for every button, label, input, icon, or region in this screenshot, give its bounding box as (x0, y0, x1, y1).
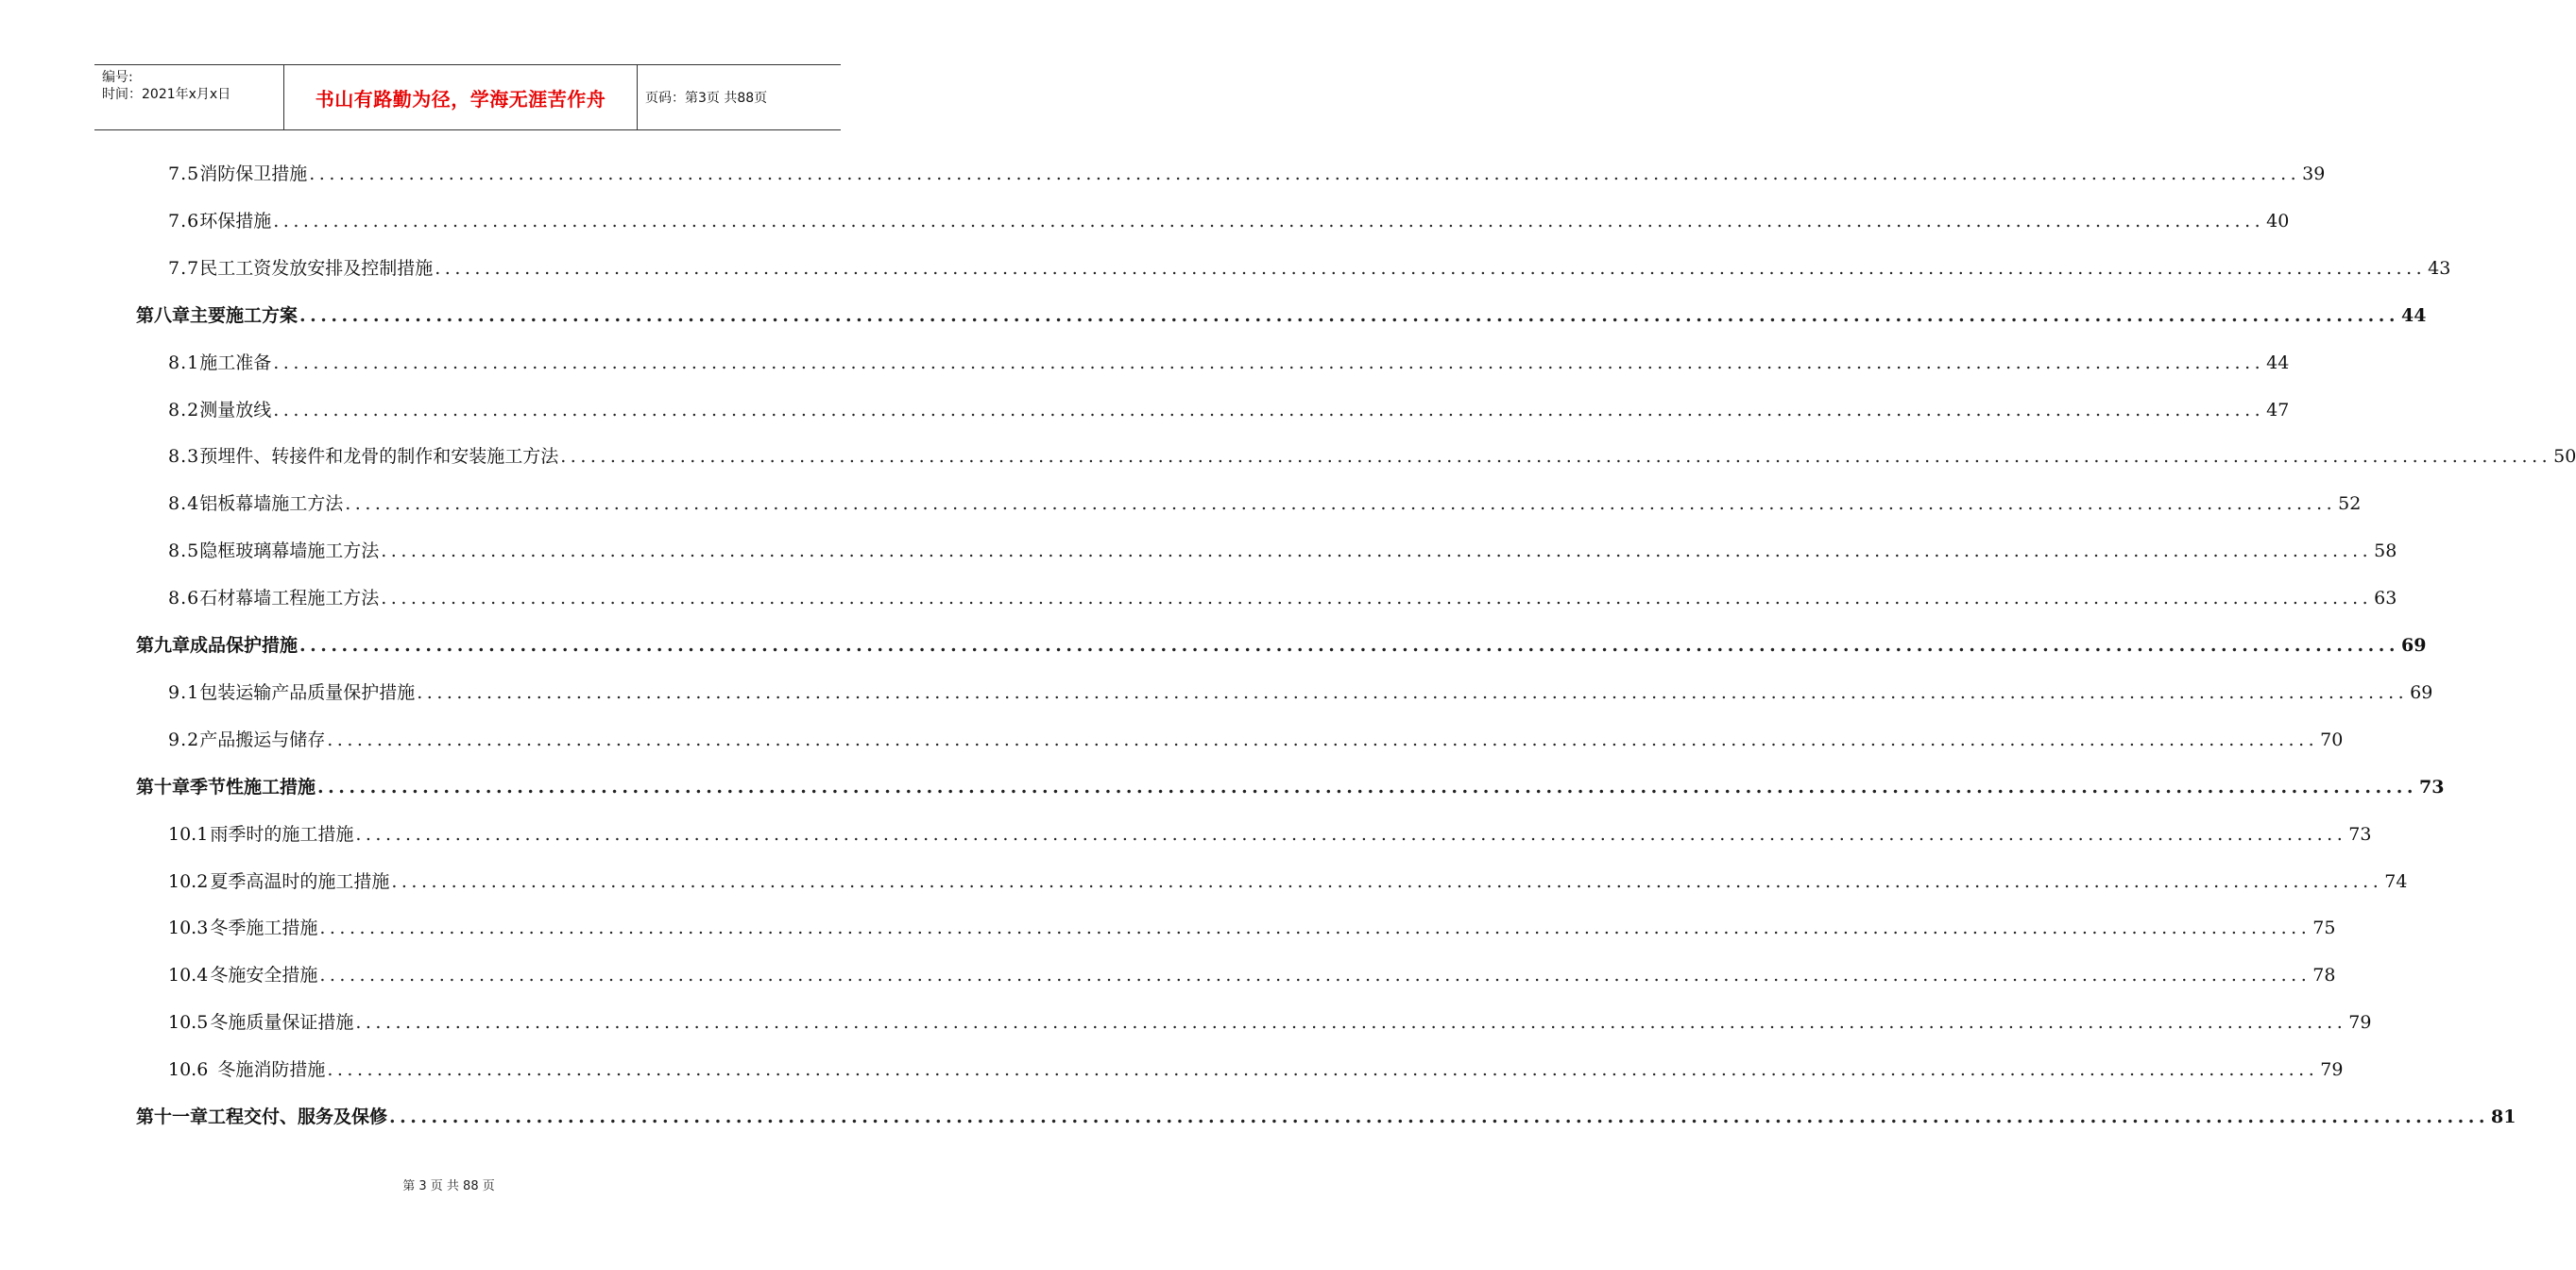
toc-entry-title: 隐框玻璃幕墙施工方法 (199, 541, 380, 562)
toc-entry-page: 44 (2400, 304, 2427, 326)
toc-entry-number: 10.4 (168, 965, 209, 987)
toc-entry-number: 8.1 (168, 352, 200, 373)
toc-section-entry[interactable] (168, 489, 2362, 518)
toc-leader-dots: ........................................................................................................................................................................................................ (391, 870, 2383, 892)
toc-chapter-entry[interactable] (136, 301, 2427, 330)
toc-section-entry[interactable] (168, 207, 2290, 235)
toc-entry-title: 铝板幕墙施工方法 (199, 493, 344, 515)
toc-leader-dots: ........................................................................................................................................................................................................ (327, 1059, 2319, 1081)
page-footer: 第 3 页 共 88 页 (402, 1179, 495, 1193)
toc-leader-dots: ........................................................................................................................................................................................................ (381, 588, 2373, 609)
toc-entry-title: 工程交付、服务及保修 (208, 1107, 388, 1127)
page-header (94, 64, 841, 130)
toc-entry-number: 10.6 (168, 1059, 209, 1081)
toc-entry-page: 40 (2266, 210, 2290, 232)
time-label: 时间：2021年x月x日 (102, 87, 231, 102)
toc-leader-dots: ........................................................................................................................................................................................................ (560, 446, 2552, 468)
toc-section-entry[interactable] (168, 537, 2397, 565)
toc-entry-title: 包装运输产品质量保护措施 (199, 681, 416, 703)
toc-entry-page: 69 (2400, 635, 2427, 656)
toc-entry-number: 9.1 (168, 681, 200, 703)
toc-entry-title: 石材幕墙工程施工方法 (199, 588, 380, 609)
toc-entry-title: 冬施消防措施 (217, 1059, 326, 1081)
toc-entry-number: 8.6 (168, 588, 200, 609)
toc-chapter-entry[interactable] (136, 631, 2427, 660)
toc-leader-dots: ........................................................................................................................................................................................................ (309, 163, 2301, 184)
toc-section-entry[interactable] (168, 726, 2344, 754)
toc-entry-number: 9.2 (168, 729, 200, 750)
toc-entry-page: 70 (2320, 729, 2344, 750)
toc-entry-page: 43 (2428, 257, 2451, 279)
toc-entry-title: 夏季高温时的施工措施 (210, 870, 390, 892)
toc-leader-dots: ........................................................................................................................................................................................................ (435, 257, 2427, 279)
toc-entry-title: 消防保卫措施 (199, 163, 308, 184)
toc-entry-page: 69 (2410, 681, 2433, 703)
toc-entry-page: 73 (2418, 776, 2445, 798)
toc-section-entry[interactable] (168, 820, 2372, 849)
toc-section-entry[interactable] (168, 442, 2576, 471)
toc-entry-number: 10.1 (168, 823, 209, 845)
toc-entry-number: 8.4 (168, 493, 200, 515)
code-label: 编号: (102, 70, 133, 85)
toc-leader-dots: ........................................................................................................................................................................................................ (273, 352, 2265, 373)
toc-section-entry[interactable] (168, 349, 2290, 377)
toc-entry-title: 民工工资发放安排及控制措施 (199, 257, 434, 279)
toc-section-entry[interactable] (168, 1008, 2372, 1037)
toc-section-entry[interactable] (168, 396, 2290, 424)
toc-entry-title: 施工准备 (199, 352, 272, 373)
toc-entry-number: 10.5 (168, 1012, 209, 1034)
toc-entry-page: 78 (2312, 965, 2336, 987)
toc-entry-page: 74 (2384, 870, 2408, 892)
toc-section-entry[interactable] (168, 584, 2397, 612)
toc-entry-number: 第十章 (136, 776, 191, 798)
toc-leader-dots: ........................................................................................................................................................................................................ (381, 541, 2373, 562)
toc-leader-dots: ........................................................................................................................................................................................................ (355, 823, 2347, 845)
toc-section-entry[interactable] (168, 160, 2326, 188)
toc-entry-number: 第十一章 (136, 1107, 209, 1127)
toc-entry-page: 81 (2490, 1107, 2516, 1127)
header-motto: 书山有路勤为径，学海无涯苦作舟 (284, 65, 638, 129)
toc-entry-page: 47 (2266, 399, 2290, 420)
toc-entry-title: 冬施质量保证措施 (210, 1012, 354, 1034)
toc-entry-page: 52 (2338, 493, 2362, 515)
toc-leader-dots: ........................................................................................................................................................................................................ (417, 681, 2409, 703)
toc-entry-title: 主要施工方案 (190, 304, 299, 326)
toc-entry-title: 预埋件、转接件和龙骨的制作和安装施工方法 (199, 446, 559, 468)
toc-entry-title: 产品搬运与储存 (199, 729, 326, 750)
toc-entry-title: 雨季时的施工措施 (210, 823, 354, 845)
toc-entry-title: 测量放线 (199, 399, 272, 420)
toc-leader-dots: ........................................................................................................................................................................................................ (299, 635, 2399, 656)
toc-chapter-entry[interactable] (136, 773, 2445, 801)
header-page-info: 页码：第3页 共88页 (645, 91, 768, 106)
toc-section-entry[interactable] (168, 961, 2336, 989)
toc-entry-page: 50 (2553, 446, 2576, 468)
toc-entry-number: 7.7 (168, 257, 200, 279)
toc-section-entry[interactable] (168, 678, 2433, 707)
toc-section-entry[interactable] (168, 1055, 2344, 1084)
toc-entry-page: 79 (2320, 1059, 2344, 1081)
toc-entry-number: 第八章 (136, 304, 191, 326)
toc-section-entry[interactable] (168, 914, 2336, 942)
toc-section-entry[interactable] (168, 254, 2451, 283)
toc-leader-dots: ........................................................................................................................................................................................................ (319, 918, 2312, 939)
toc-entry-page: 75 (2312, 918, 2336, 939)
toc-leader-dots: ........................................................................................................................................................................................................ (327, 729, 2319, 750)
toc-entry-title: 季节性施工措施 (190, 776, 316, 798)
toc-entry-number: 7.6 (168, 210, 200, 232)
header-meta (94, 65, 284, 129)
toc-entry-page: 73 (2348, 823, 2372, 845)
toc-entry-page: 58 (2374, 541, 2397, 562)
toc-entry-title: 冬季施工措施 (210, 918, 318, 939)
toc-entry-number: 7.5 (168, 163, 200, 184)
toc-leader-dots: ........................................................................................................................................................................................................ (317, 776, 2417, 798)
toc-chapter-entry[interactable] (136, 1103, 2516, 1131)
toc-entry-number: 10.3 (168, 918, 209, 939)
toc-entry-page: 79 (2348, 1012, 2372, 1034)
toc-leader-dots: ........................................................................................................................................................................................................ (273, 399, 2265, 420)
toc-leader-dots: ........................................................................................................................................................................................................ (355, 1012, 2347, 1034)
toc-entry-number: 10.2 (168, 870, 209, 892)
toc-entry-number: 8.3 (168, 446, 200, 468)
toc-entry-page: 63 (2374, 588, 2397, 609)
toc-entry-page: 44 (2266, 352, 2290, 373)
toc-entry-title: 成品保护措施 (190, 635, 299, 656)
toc-entry-title: 环保措施 (199, 210, 272, 232)
toc-leader-dots: ........................................................................................................................................................................................................ (319, 965, 2312, 987)
toc-leader-dots: ........................................................................................................................................................................................................ (299, 304, 2399, 326)
toc-leader-dots: ........................................................................................................................................................................................................ (273, 210, 2265, 232)
toc-entry-number: 8.2 (168, 399, 200, 420)
toc-section-entry[interactable] (168, 867, 2408, 896)
toc-entry-number: 8.5 (168, 541, 200, 562)
toc-entry-page: 39 (2302, 163, 2326, 184)
toc-entry-number: 第九章 (136, 635, 191, 656)
toc-leader-dots: ........................................................................................................................................................................................................ (389, 1107, 2489, 1127)
toc-entry-title: 冬施安全措施 (210, 965, 318, 987)
toc-leader-dots: ........................................................................................................................................................................................................ (345, 493, 2337, 515)
